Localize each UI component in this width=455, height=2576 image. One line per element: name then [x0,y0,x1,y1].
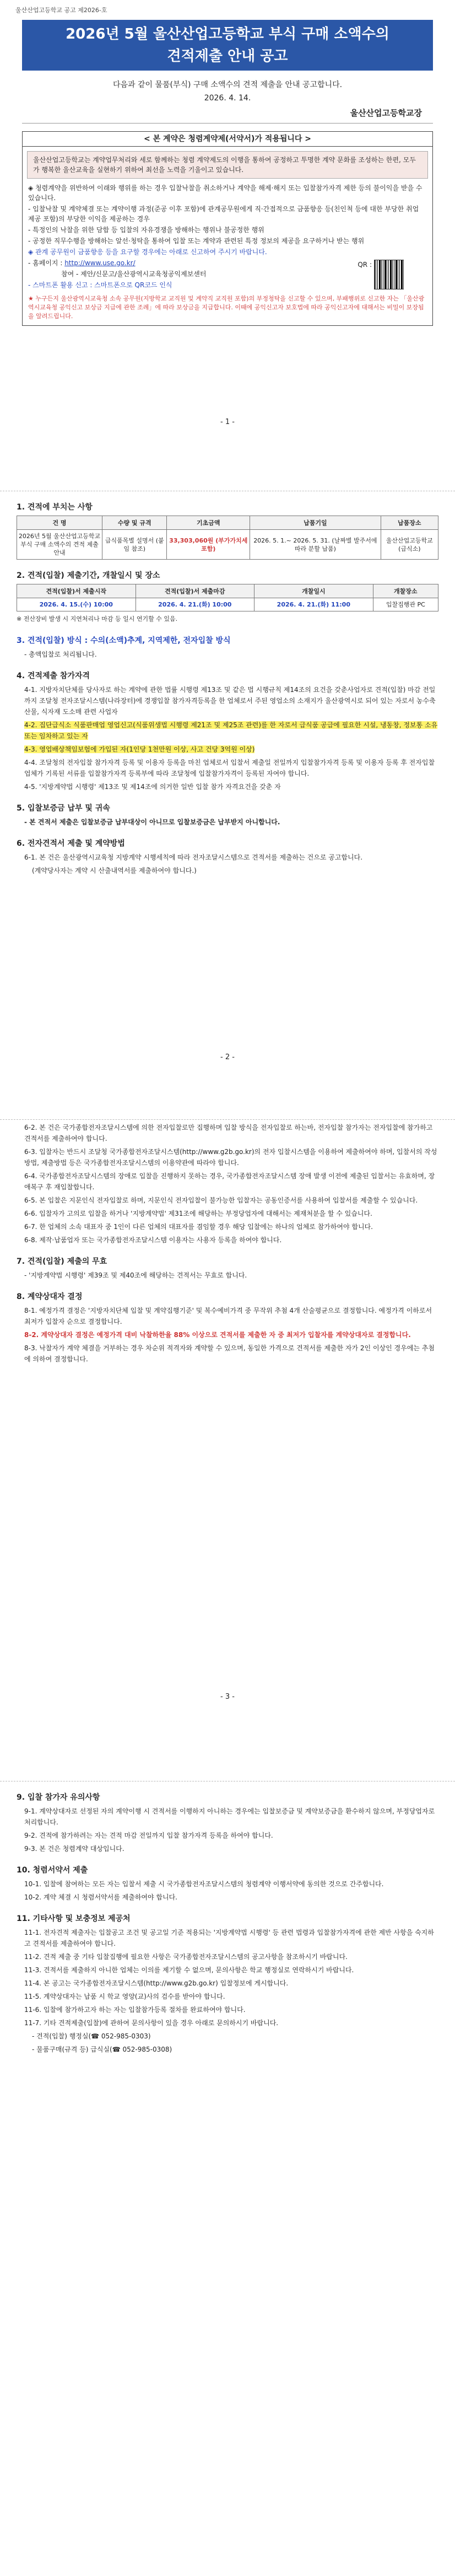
report-site-label: - 홈페이지 : [28,259,65,267]
document-number: 울산산업고등학교 공고 제2026-호 [15,7,107,14]
notice-bullet: - 입찰낙찰 및 계약체결 또는 계약이행 과정(준공 이후 포함)에 관계공무원에게 직·간접적으로 금품향응 등(친인척 등에 대한 부당한 취업 제공 포함)의 부당한 이익을 제공하는 경우 [28,205,419,223]
page-1 [0,0,455,426]
section-3-sub: - 총액입찰로 처리됩니다. [24,651,97,658]
intro [0,78,455,105]
section-11-item: 11-4. 본 공고는 국가종합전자조달시스템(http://www.g2b.go.kr) 입찰정보에 게시합니다. [24,1979,289,1987]
report-path: 참여 - 제안/신문고/울산광역시교육청공익제보센터 [61,270,207,278]
section-5-title: 5. 입찰보증금 납부 및 귀속 [17,804,110,813]
notice-bullets [23,183,432,290]
table-cell: 입찰집행관 PC [373,598,438,611]
announce-date: 2026. 4. 14. [204,94,251,103]
title-line-2: 견적제출 안내 공고 [167,48,288,65]
col-header: 건 명 [17,516,102,530]
section-6-item: (계약당사자는 계약 시 산출내역서를 제출하여야 합니다.) [32,867,197,874]
schedule-table [17,584,438,611]
table-cell: 급식품목별 설명서 (붙임 참조) [102,530,167,560]
integrity-notice [22,131,433,326]
section-11-item: 11-1. 전자견적 제출자는 입찰공고 조건 및 공고일 기준 적용되는 '지방계약법 시행령' 등 관련 법령과 입찰참가자격에 관한 제반 사항을 숙지하고 견적서를 제출하여야 합니다. [24,1929,434,1947]
report-instruction: ◈ 관계 공무원이 금품향응 등을 요구할 경우에는 아래로 신고하여 주시기 바랍니다. [28,248,267,256]
section-10-item: 10-1. 입찰에 참여하는 모든 자는 입찰서 제출 시 국가종합전자조달시스템의 청렴계약 이행서약에 동의한 것으로 간주합니다. [24,1880,384,1888]
col-header: 개찰장소 [373,584,438,598]
section-4-title: 4. 견적제출 참가자격 [17,672,90,680]
section-10-item: 10-2. 계약 체결 시 청렴서약서를 제출하여야 합니다. [24,1893,177,1901]
divider [22,123,433,124]
report-site-link[interactable]: http://www.use.go.kr/ [64,259,136,267]
table-row [17,530,438,560]
page-2 [0,474,455,1061]
base-amount-cell: 33,303,060원 (부가가치세 포함) [167,530,250,560]
section-6-item: 6-2. 본 건은 국가종합전자조달시스템에 의한 전자입찰로만 집행하며 입찰 방식을 전자입찰로 하는바, 전자입찰 참가자는 전자입찰에 참가하고 견적서를 제출하여야 합니다. [24,1124,433,1142]
section-9-item: 9-2. 견적에 참가하려는 자는 견적 마감 전일까지 입찰 참가자격 등록을 하여야 합니다. [24,1832,273,1839]
page-number: - 2 - [220,1053,235,1061]
section-8-title: 8. 계약상대자 결정 [17,1292,83,1301]
section-7-title: 7. 견적(입찰) 제출의 무효 [17,1257,107,1266]
section-4-item: 4-4. 조달청의 전자입찰 참가자격 등록 및 이용자 등록을 마친 업체로서 입찰서 제출일 전일까지 입찰참가자격 등록 및 이용자 등록 후 전자입찰 업체가 기록된 서류를 입찰참가자격 등록부에 따라 조달청에 입찰참가자격이 등록된 자여야 합니다. [24,759,435,777]
notice-statement: 울산산업고등학교는 계약업무처리와 세로 함께하는 청렴 계약제도의 이행을 통하여 공정하고 투명한 계약 문화를 조성하는 한편, 모두가 행복한 울산교육을 실현하기 위하여 최선을 노력을 기울이고 있습니다. [27,151,428,179]
section-6-item: 6-1. 본 건은 울산광역시교육청 지방계약 시행세칙에 따라 전자조달시스템으로 견적서를 제출하는 건으로 공고합니다. [24,854,363,861]
section-1-title: 1. 견적에 부치는 사항 [17,503,93,512]
qr-label: QR : [358,261,372,269]
table-cell: 2026년 5월 울산산업고등학교 부식 구매 소액수의 견적 제출 안내 [17,530,102,560]
notice-bullet: - 특정인의 낙찰을 위한 담합 등 입찰의 자유경쟁을 방해하는 행위나 불공정한 행위 [28,226,264,234]
table-cell: 2026. 4. 21.(화) 10:00 [136,598,254,611]
section-9-item: 9-1. 계약상대자로 선정된 자의 계약이행 시 견적서를 이행하지 아니하는 경우에는 입찰보증금 및 계약보증금을 환수하지 않으며, 부정당업자로 처리합니다. [24,1807,435,1826]
section-2-title: 2. 견적(입찰) 제출기간, 개찰일시 및 장소 [17,571,160,580]
section-4-item: 4-1. 지방자치단체를 당사자로 하는 계약에 관한 법률 시행령 제13조 및 같은 법 시행규칙 제14조의 요건을 갖춘사업자로 견적(입찰) 마감 전일까지 조달청 전자조달시스템(나라장터)에 경쟁입찰 참가자격등록을 한 업체로서 주된 영업소의 소재지가 울산광역시로 되어 있는 자로서 농수축산물, 식자재 도소매 관련 사업자 [24,686,436,716]
section-7-sub: - '지방계약법 시행령' 제39조 및 제40조에 해당하는 견적서는 무효로 합니다. [24,1271,247,1279]
section-6-item: 6-3. 입찰자는 반드시 조달청 국가종합전자조달시스템(http://www.g2b.go.kr)의 전자 입찰시스템을 이용하여 제출하여야 하며, 입찰서의 작성방법, 제출방법 등은 국가종합전자조달시스템의 이용약관에 따라야 합니다. [24,1148,437,1167]
table-row [17,598,438,611]
notice-bullet: - 공정한 직무수행을 방해하는 알선·청탁을 통하여 입찰 또는 계약과 관련된 특정 정보의 제공을 요구하거나 받는 행위 [28,237,365,245]
col-header: 견적(입찰)서 제출시작 [17,584,136,598]
col-header: 수량 및 규격 [102,516,167,530]
section-5-sub: - 본 견적서 제출은 입찰보증금 납부대상이 아니므로 입찰보증금은 납부받지 아니합니다. [24,818,280,826]
col-header: 견적(입찰)서 제출마감 [136,584,254,598]
section-11-item: 11-7. 기타 견적제출(입찰)에 관하여 문의사항이 있을 경우 아래로 문의하시기 바랍니다. [24,2019,279,2027]
col-header: 납품기일 [250,516,381,530]
section-9-item: 9-3. 본 건은 청렴계약 대상입니다. [24,1845,124,1853]
qr-code-icon [374,260,404,289]
page-separator [0,1119,455,1120]
section-6-item: 6-6. 입찰자가 고의로 입찰을 하거나 '지방계약법' 제31조에 해당하는 부정당업자에 대해서는 제재처분을 할 수 있습니다. [24,1210,372,1217]
schedule-note: ※ 전산장비 발생 시 지연처리나 마감 등 일시 연기할 수 있음. [17,615,178,622]
col-header: 납품장소 [381,516,438,530]
section-6-title: 6. 전자견적서 제출 및 계약방법 [17,839,125,848]
section-6-item: 6-7. 한 업체의 소속 대표자 중 1인이 다른 업체의 대표자를 겸임할 경우 해당 입찰에는 하나의 업체로 참가하여야 합니다. [24,1223,373,1231]
section-8-item: 8-3. 낙찰자가 계약 체결을 거부하는 경우 차순위 적격자와 계약할 수 있으며, 동일한 가격으로 견적서를 제출한 자가 2인 이상인 경우에는 추첨에 의하여 결정합니다. [24,1344,435,1363]
section-3-title: 3. 견적(입찰) 방식 : 수의(소액)추계, 지역제한, 전자입찰 방식 [17,636,231,645]
document-title-banner [22,20,433,71]
title-line-1: 2026년 5월 울산산업고등학교 부식 구매 소액수의 [66,26,389,42]
contact-line: - 견적(입찰) 행정실(☎ 052-985-0303) [32,2032,151,2040]
page-number: - 3 - [220,1693,235,1701]
section-11-item: 11-2. 견적 제출 중 기타 입찰집행에 필요한 사항은 국가종합전자조달시스템의 공고사항을 참조하시기 바랍니다. [24,1953,348,1961]
item-table [17,516,438,560]
section-11-item: 11-3. 견적서를 제출하지 아니한 업체는 이의를 제기할 수 없으며, 문의사항은 학교 행정실로 연락하시기 바랍니다. [24,1966,354,1974]
page-4 [0,1764,455,2057]
table-cell: 2026. 4. 15.(수) 10:00 [17,598,136,611]
section-4-item: 4-3. 영업배상책임보험에 가입된 자(1인당 1천만원 이상, 사고 건당 3억원 이상) [24,745,255,753]
school-signature: 울산산업고등학교장 [350,108,422,118]
section-6-item: 6-4. 국가종합전자조달시스템의 장애로 입찰을 진행하지 못하는 경우, 국가종합전자조달시스템 장애 발생 이전에 제출된 입찰서는 유효하며, 장애복구 후 재입찰합니다. [24,1172,435,1191]
notice-footnote: ★ 누구든지 울산광역시교육청 소속 공무원(지방학교 교직원 및 계약직 교직원 포함)의 부정청탁을 신고할 수 있으며, 부패행위로 신고한 자는 「울산광역시교육청 공익신고 보상금 지급에 관한 조례」에 따라 보상금을 지급합니다. 이때에 공익신고자 보호법에 따라 공익신고자에 대해서는 비밀이 보장됨을 알려드립니다. [28,295,425,320]
contact-line: - 물품구매(규격 등) 급식실(☎ 052-985-0308) [32,2046,172,2053]
section-11-title: 11. 기타사항 및 보충정보 제공처 [17,1914,131,1923]
col-header: 기초금액 [167,516,250,530]
section-9-title: 9. 입찰 참가자 유의사항 [17,1793,100,1802]
intro-text: 다음과 같이 물품(부식) 구매 소액수의 견적 제출을 안내 공고합니다. [112,80,343,89]
notice-bullet: ◈ 청렴계약을 위반하여 이래와 행위를 하는 경우 입찰낙찰을 취소하거나 계약을 해제·해지 또는 입찰참가자격 제한 등의 불이익을 받을 수 있습니다. [28,184,422,202]
section-11-item: 11-5. 계약상대자는 납품 시 학교 영양(교)사의 검수를 받아야 합니다. [24,1993,225,2000]
section-6-item: 6-8. 제작·납품업자 또는 국가종합전자조달시스템 이용자는 사용자 등록을 하여야 합니다. [24,1236,282,1244]
page-3 [0,1103,455,1701]
section-8-item: 8-1. 예정가격 결정은 '지방자치단체 입찰 및 계약집행기준' 및 복수예비가격 중 무작위 추첨 4개 산술평균으로 결정합니다. 예정가격 이하로서 최저가 입찰자 순으로 결정합니다. [24,1307,432,1325]
page-number: - 1 - [220,418,235,426]
report-mobile: - 스마트폰 활용 신고 : 스마트폰으로 QR코드 인식 [28,281,172,289]
section-8-item: 8-2. 계약상대자 결정은 예정가격 대비 낙찰하한율 88% 이상으로 견적서를 제출한 자 중 최저가 입찰자를 계약상대자로 결정합니다. [24,1331,411,1339]
section-11-item: 11-6. 입찰에 참가하고자 하는 자는 입찰참가등록 절차를 완료하여야 합니다. [24,2006,246,2014]
section-6-item: 6-5. 본 입찰은 지문인식 전자입찰로 하며, 지문인식 전자입찰이 불가능한 입찰자는 공동인증서를 사용하여 입찰서를 제출할 수 있습니다. [24,1196,418,1204]
table-cell: 2026. 5. 1.~ 2026. 5. 31. (날짜별 발주서에 따라 분할 납품) [250,530,381,560]
notice-title: < 본 계약은 청렴계약제(서약서)가 적용됩니다 > [23,132,432,147]
col-header: 개찰일시 [254,584,373,598]
section-4-item: 4-2. 집단급식소 식품판매업 영업신고(식품위생법 시행령 제21조 및 제25조 관련)를 한 자로서 급식품 공급에 필요한 시설, 냉동창, 정보통 소유 또는 임차하고 있는 자 [24,721,438,740]
table-cell: 울산산업고등학교 (급식소) [381,530,438,560]
section-4-item: 4-5. '지방계약법 시행령' 제13조 및 제14조에 의거한 일반 입찰 참가 자격요건을 갖춘 자 [24,783,281,791]
section-10-title: 10. 청렴서약서 제출 [17,1866,88,1875]
table-cell: 2026. 4. 21.(화) 11:00 [254,598,373,611]
